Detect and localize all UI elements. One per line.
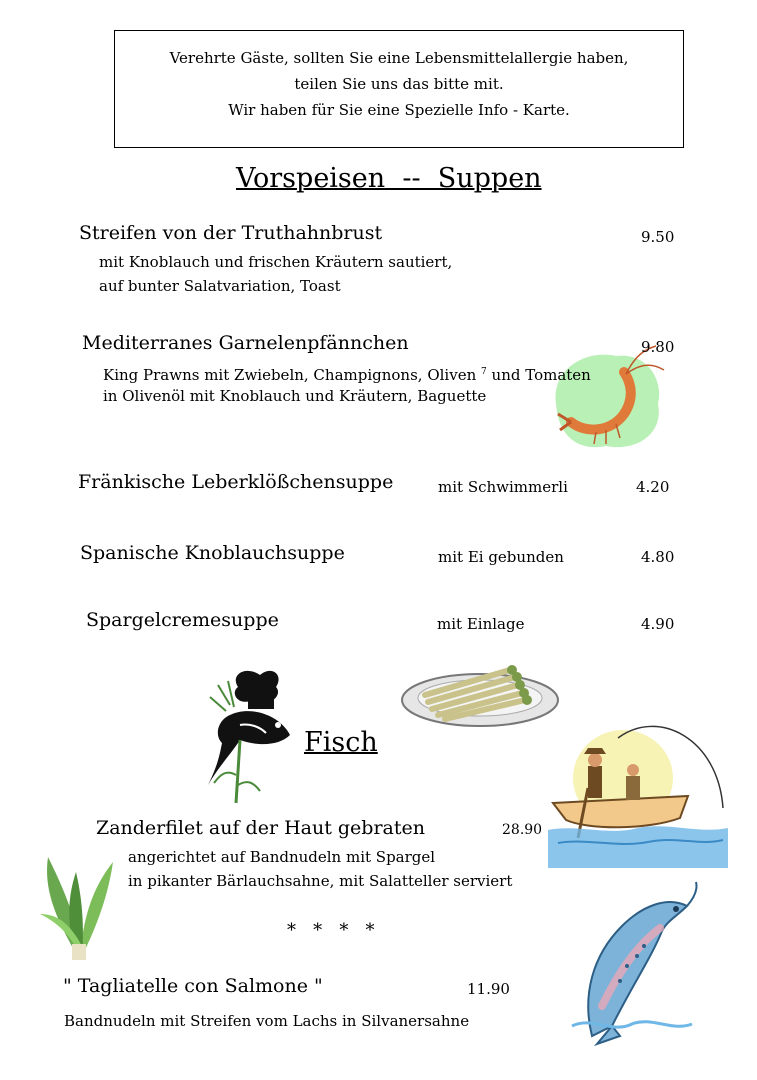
soup-price: 4.90 — [641, 615, 675, 633]
wild-garlic-icon — [38, 852, 118, 962]
dish-price: 28.90 — [502, 822, 543, 838]
fisherman-canoe-icon — [548, 718, 728, 868]
dish-desc: King Prawns mit Zwiebeln, Champignons, Oliven $^7$ und Tomaten — [103, 366, 591, 384]
soup-price: 4.80 — [641, 548, 675, 566]
dish-desc: mit Knoblauch und frischen Kräutern sautiert, — [99, 253, 453, 271]
dish-desc: in Olivenöl mit Knoblauch und Kräutern, Baguette — [103, 387, 487, 405]
soup-side: mit Ei gebunden — [438, 548, 564, 566]
separator-stars: * * * * — [287, 920, 375, 941]
notice-line-2: teilen Sie uns das bitte mit. — [294, 75, 504, 93]
notice-line-3: Wir haben für Sie eine Spezielle Info - Karte. — [228, 101, 570, 119]
dish-desc: auf bunter Salatvariation, Toast — [99, 277, 341, 295]
soup-side: mit Einlage — [437, 615, 525, 633]
section-title-fish: Fisch — [304, 727, 378, 758]
soup-side: mit Schwimmerli — [438, 478, 568, 496]
jumping-fish-icon — [572, 876, 702, 1046]
soup-name: Spargelcremesuppe — [86, 609, 279, 631]
dish-name: Mediterranes Garnelenpfännchen — [82, 332, 409, 354]
dish-desc: in pikanter Bärlauchsahne, mit Salatteller serviert — [128, 872, 513, 890]
special-desc: Bandnudeln mit Streifen vom Lachs in Silvanersahne — [64, 1012, 470, 1030]
dish-price: 9.80 — [641, 338, 675, 356]
chef-fish-icon — [200, 665, 310, 805]
special-price: 11.90 — [467, 980, 510, 998]
dish-name: Zanderfilet auf der Haut gebraten — [96, 817, 425, 839]
section-title-starters: Vorspeisen -- Suppen — [236, 163, 542, 194]
special-name: " Tagliatelle con Salmone " — [63, 975, 323, 997]
dish-price: 9.50 — [641, 228, 675, 246]
asparagus-plate-icon — [400, 655, 560, 730]
soup-name: Spanische Knoblauchsuppe — [80, 542, 345, 564]
soup-price: 4.20 — [636, 478, 670, 496]
dish-name: Streifen von der Truthahnbrust — [79, 222, 383, 244]
soup-name: Fränkische Leberklößchensuppe — [78, 471, 394, 493]
notice-line-1: Verehrte Gäste, sollten Sie eine Lebensmittelallergie haben, — [169, 49, 629, 67]
allergy-notice — [114, 30, 684, 148]
dish-desc: angerichtet auf Bandnudeln mit Spargel — [128, 848, 436, 866]
